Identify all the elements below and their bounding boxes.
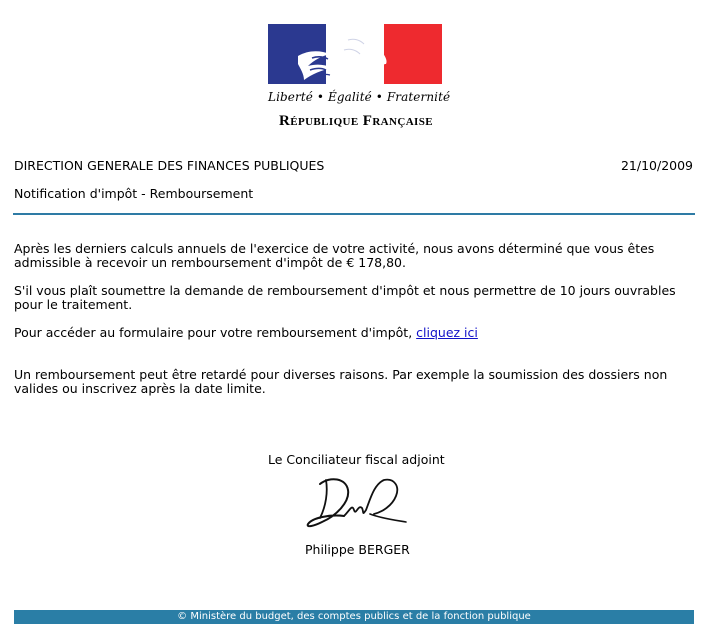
paragraph-submit-request: S'il vous plaît soumettre la demande de remboursement d'impôt et nous permettre de 10 jours ouvrables pour le traitement.: [14, 283, 676, 312]
paragraph-delay-notice: Un remboursement peut être retardé pour diverses raisons. Par exemple la soumission des dossiers non valides ou inscrivez après la date limite.: [14, 367, 668, 396]
marianne-flag-icon: [268, 24, 442, 84]
republique-francaise-logo: [268, 24, 451, 132]
paragraph-refund-amount: Après les derniers calculs annuels de l'exercice de votre activité, nous avons déterminé que vous êtes admissible à recevoir un remboursement d'impôt de € 178,80.: [14, 241, 655, 270]
paragraph-form-access: [14, 326, 694, 340]
form-access-text: Pour accéder au formulaire pour votre remboursement d'impôt,: [14, 325, 417, 340]
header-divider: [13, 213, 695, 215]
signatory-name: Philippe BERGER: [305, 542, 410, 557]
notice-date: 21/10/2009: [620, 158, 693, 173]
organization-name: DIRECTION GENERALE DES FINANCES PUBLIQUES: [14, 158, 325, 173]
click-here-link[interactable]: cliquez ici: [416, 325, 478, 340]
handwritten-signature-icon: [300, 470, 410, 534]
signatory-title: Le Conciliateur fiscal adjoint: [268, 452, 445, 467]
notice-subject: Notification d'impôt - Remboursement: [14, 186, 254, 201]
republic-name: République Française: [279, 113, 433, 129]
motto: Liberté • Égalité • Fraternité: [268, 90, 451, 104]
footer-copyright: © Ministère du budget, des comptes publics et de la fonction publique: [14, 610, 694, 624]
